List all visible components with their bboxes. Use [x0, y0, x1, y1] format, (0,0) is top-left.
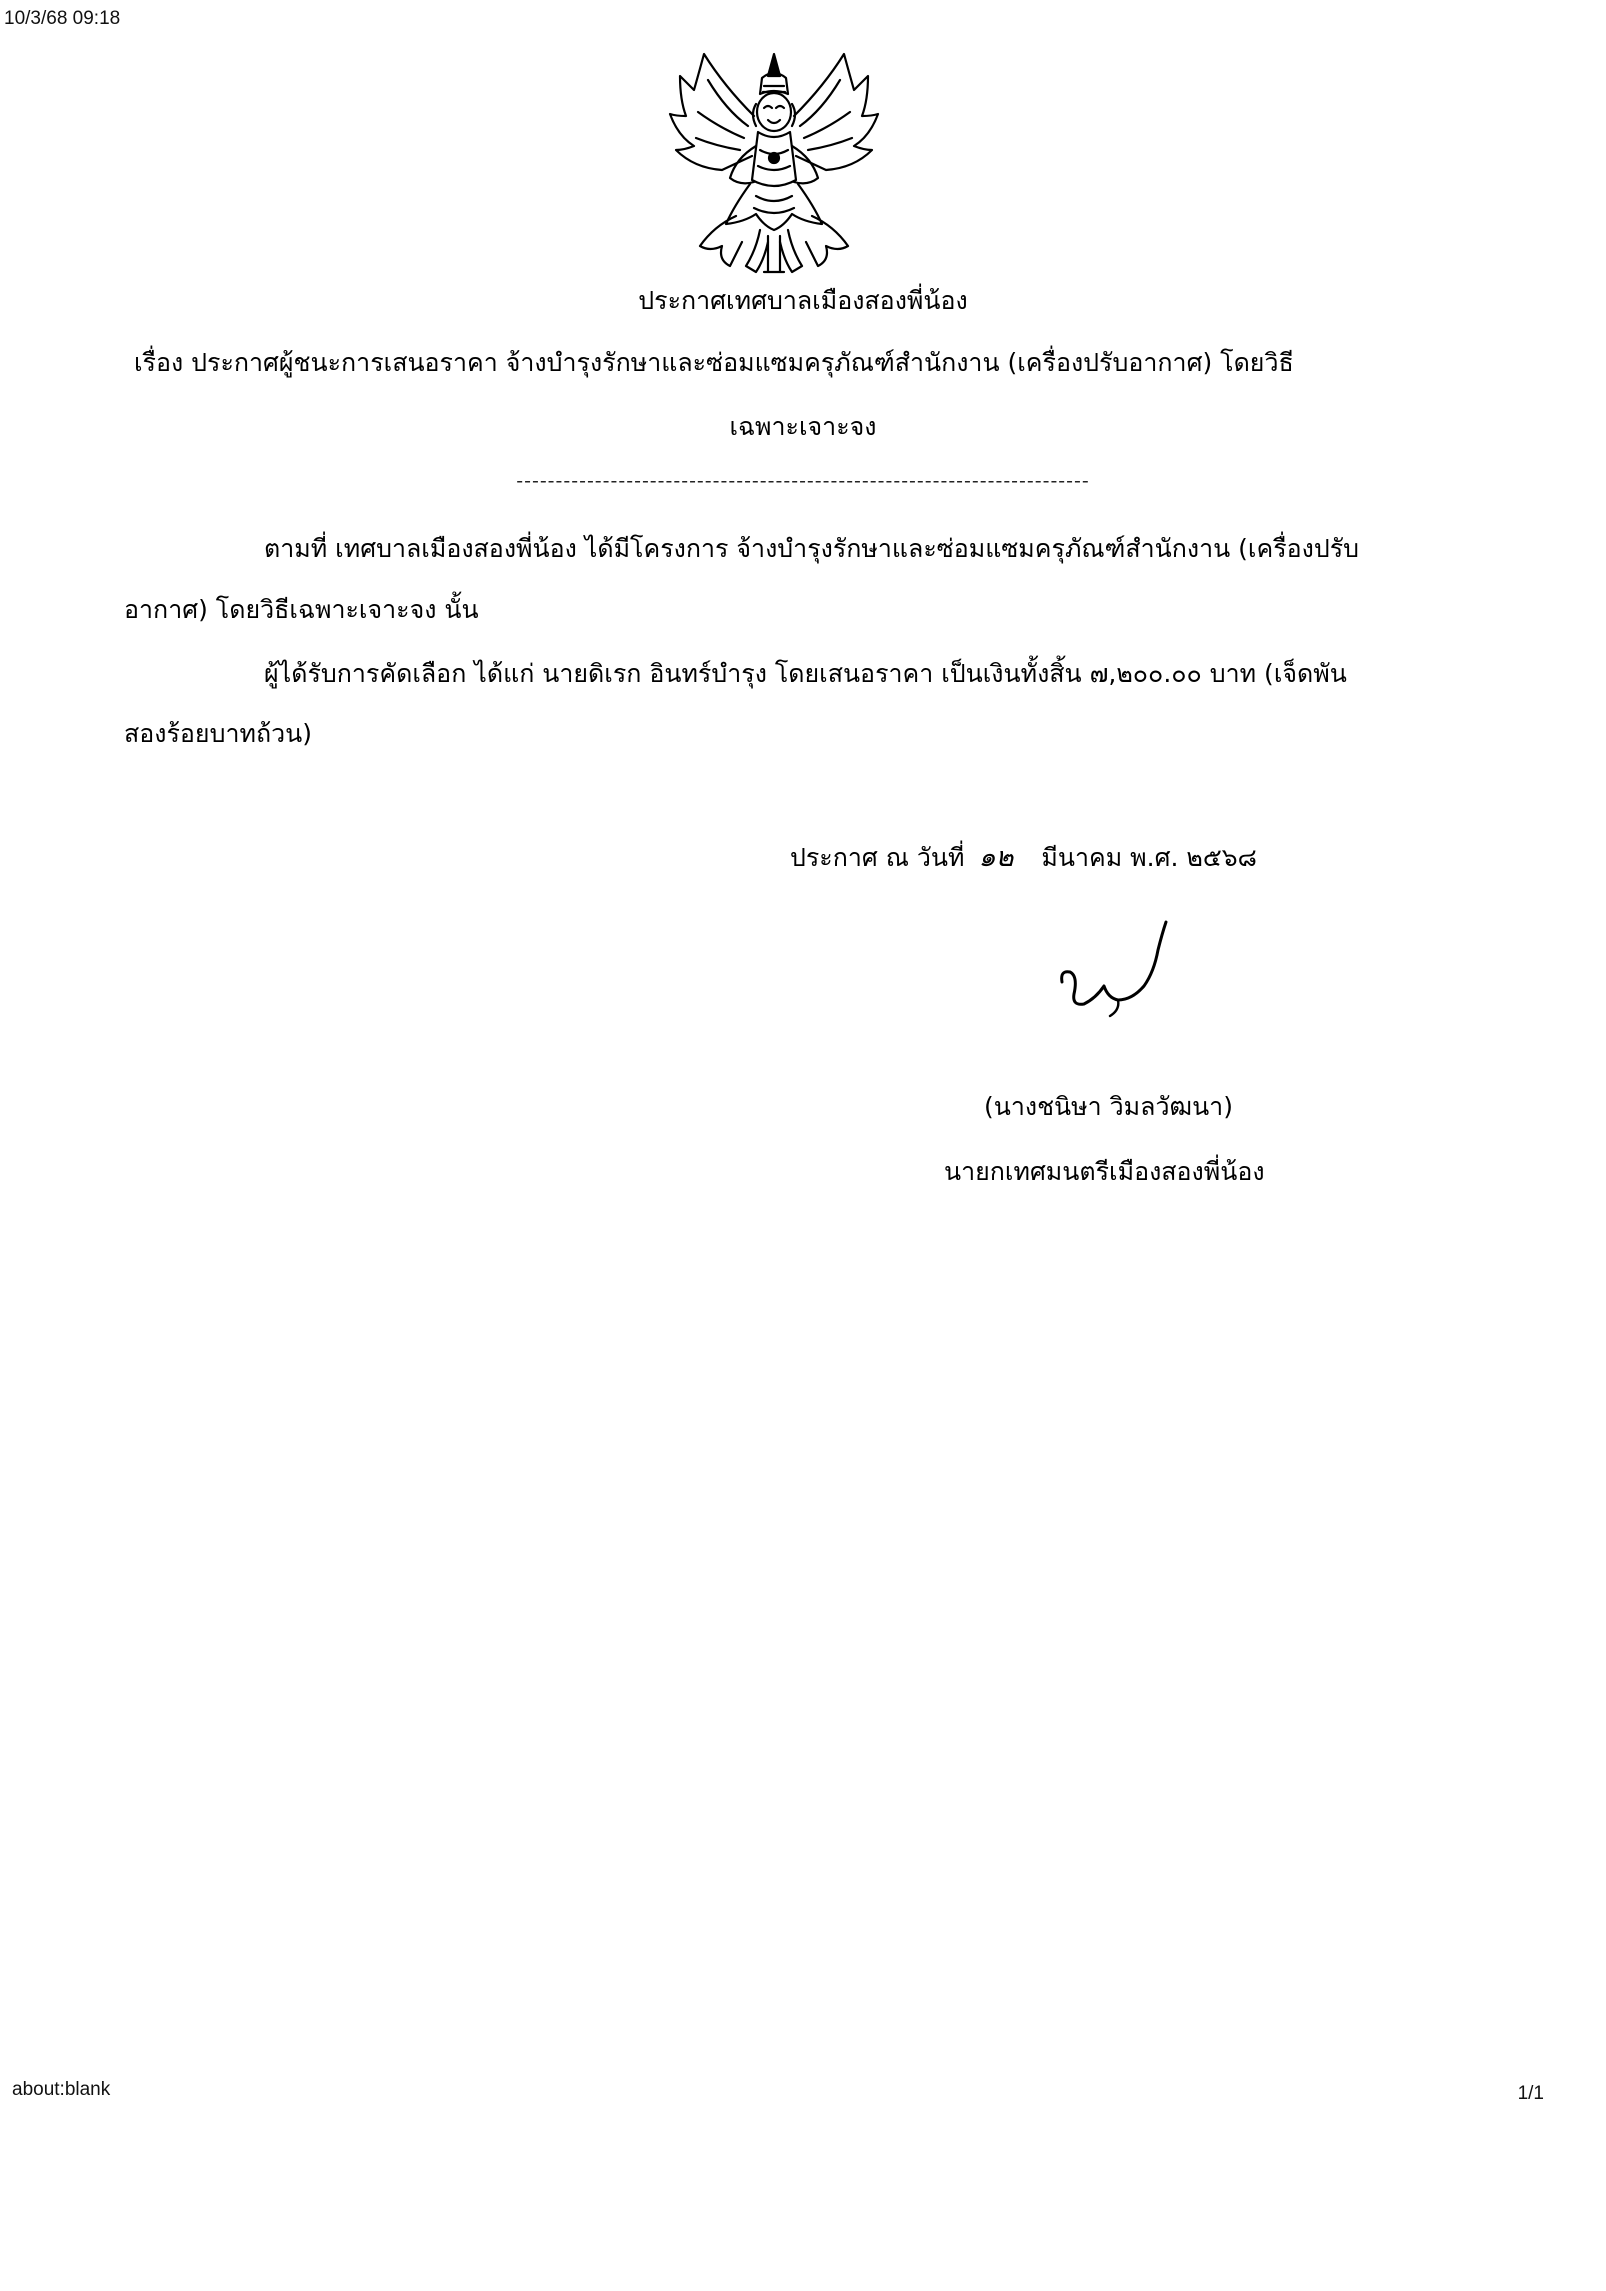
- document-title: ประกาศเทศบาลเมืองสองพี่น้อง: [638, 286, 968, 315]
- paragraph-1-line-1: ตามที่ เทศบาลเมืองสองพี่น้อง ได้มีโครงการ จ้างบำรุงรักษาและซ่อมแซมครุภัณฑ์สำนักงาน (เครื่องปรับ: [264, 534, 1360, 563]
- announcement-date: [790, 842, 1257, 874]
- document-subject: เรื่อง ประกาศผู้ชนะการเสนอราคา จ้างบำรุงรักษาและซ่อมแซมครุภัณฑ์สำนักงาน (เครื่องปรับอากาศ) โดยวิธี: [134, 348, 1294, 377]
- signer-name: (นางชนิษา วิมลวัฒนา): [984, 1092, 1233, 1121]
- announcement-day: ๑๒: [978, 842, 1014, 873]
- handwritten-signature-icon: [1058, 920, 1188, 1040]
- paragraph-2-line-1: ผู้ได้รับการคัดเลือก ได้แก่ นายดิเรก อินทร์บำรุง โดยเสนอราคา เป็นเงินทั้งสิ้น ๗,๒๐๐.๐๐ บาท (เจ็ดพัน: [264, 659, 1347, 688]
- print-url: about:blank: [12, 2079, 111, 2100]
- document-subject-continued: เฉพาะเจาะจง: [729, 412, 877, 441]
- separator-line: -------------------------------------------------------------------------: [516, 470, 1090, 492]
- print-page-number: 1/1: [1517, 2083, 1544, 2104]
- signer-title: นายกเทศมนตรีเมืองสองพี่น้อง: [944, 1157, 1265, 1186]
- announcement-month-year: มีนาคม พ.ศ. ๒๕๖๘: [1041, 843, 1257, 872]
- garuda-emblem-icon: [664, 46, 884, 280]
- paragraph-2-line-2: สองร้อยบาทถ้วน): [124, 719, 312, 748]
- print-datetime: 10/3/68 09:18: [4, 8, 121, 29]
- paragraph-1-line-2: อากาศ) โดยวิธีเฉพาะเจาะจง นั้น: [124, 595, 479, 624]
- announcement-date-prefix: ประกาศ ณ วันที่: [790, 843, 965, 872]
